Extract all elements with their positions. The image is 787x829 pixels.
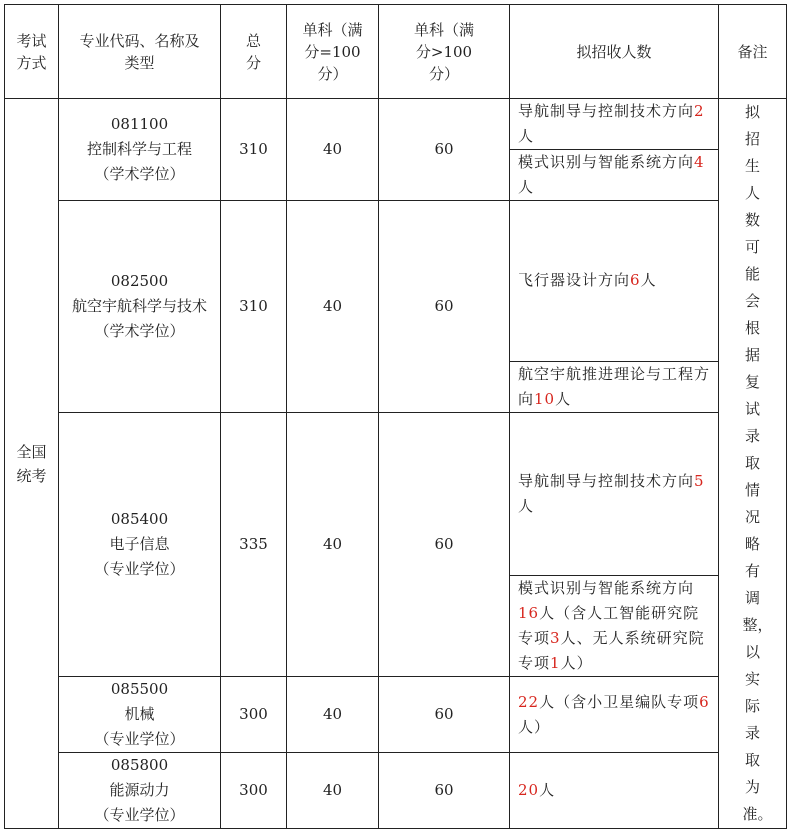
major-code: 082500 [110,271,169,290]
single-100-score-cell: 40 [287,201,379,413]
plan-count: 6 [630,271,641,290]
plan-count: 2 [694,102,705,120]
table-row [5,677,787,753]
major-type: （专业学位） [94,730,185,748]
plan-text: 人） [518,717,551,736]
table-row [5,753,787,829]
major-code: 085500 [110,680,169,698]
plan-text: 人 [640,271,657,290]
major-type: （学术学位） [94,321,185,340]
single-100-score-cell: 40 [287,99,379,201]
plan-text: 人 [518,178,535,196]
plan-text: 模式识别与智能系统方向 [518,579,695,597]
total-score-cell: 310 [221,201,287,413]
plan-cell [510,150,719,201]
single-100-score-cell: 40 [287,677,379,753]
major-code: 085800 [110,756,169,774]
major-cell [59,99,221,201]
plan-count: 1 [550,654,561,672]
plan-count: 5 [694,471,705,490]
header-single-gt100: 单科（满分>100分） [379,5,510,99]
major-code: 085400 [110,509,169,528]
plan-cell [510,677,719,753]
table-row [5,99,787,150]
plan-text: 导航制导与控制技术方向 [518,102,695,120]
plan-text: 人 [555,389,572,408]
plan-text: 人（含人工智能研究院专项 [518,604,700,647]
single-100-score-cell: 40 [287,753,379,829]
plan-cell [510,753,719,829]
single-gt100-score-cell: 60 [379,99,510,201]
plan-count: 4 [694,153,705,171]
major-type: （学术学位） [94,165,185,183]
major-type: （专业学位） [94,559,185,578]
admission-table [4,4,787,829]
major-name: 机械 [124,705,155,723]
single-gt100-score-cell: 60 [379,753,510,829]
header-plan: 拟招收人数 [510,5,719,99]
header-remarks: 备注 [719,5,787,99]
plan-count: 6 [699,692,710,711]
plan-text: 人） [560,654,593,672]
total-score-cell: 335 [221,412,287,677]
major-cell [59,677,221,753]
total-score-cell: 300 [221,677,287,753]
plan-count: 16 [518,604,540,622]
major-code: 081100 [110,115,169,133]
major-name: 控制科学与工程 [86,140,192,158]
plan-text: 人（含小卫星编队专项 [539,692,700,711]
header-single-100: 单科（满分=100分） [287,5,379,99]
plan-cell [510,201,719,362]
exam-method-cell: 全国统考 [5,99,59,829]
major-cell [59,201,221,413]
total-score-cell: 310 [221,99,287,201]
plan-text: 模式识别与智能系统方向 [518,153,695,171]
plan-count: 3 [550,629,561,647]
table-body [5,99,787,829]
plan-count: 20 [518,781,540,799]
plan-cell [510,412,719,576]
major-cell [59,412,221,677]
header-row [5,5,787,99]
major-name: 航空宇航科学与技术 [71,296,207,315]
header-total: 总分 [221,5,287,99]
major-type: （专业学位） [94,806,185,824]
total-score-cell: 300 [221,753,287,829]
plan-text: 导航制导与控制技术方向 [518,471,695,490]
plan-count: 22 [518,692,540,711]
table-row [5,412,787,576]
major-cell [59,753,221,829]
plan-text: 人 [539,781,556,799]
plan-count: 10 [534,389,556,408]
plan-cell [510,361,719,412]
plan-text: 人、无人系统研究院专项 [518,629,705,672]
plan-text: 人 [518,496,535,515]
remarks-cell: 拟招生人数可能会根据复试录取情况略有调整，以实际录取为准。 [719,99,787,829]
plan-cell [510,576,719,677]
single-gt100-score-cell: 60 [379,201,510,413]
table-row [5,201,787,362]
single-100-score-cell: 40 [287,412,379,677]
single-gt100-score-cell: 60 [379,412,510,677]
single-gt100-score-cell: 60 [379,677,510,753]
plan-text: 人 [518,127,535,145]
header-major: 专业代码、名称及类型 [59,5,221,99]
plan-text: 航空宇航推进理论与工程方向 [518,364,711,408]
header-exam-method: 考试方式 [5,5,59,99]
major-name: 能源动力 [109,781,170,799]
major-name: 电子信息 [109,534,170,553]
plan-text: 飞行器设计方向 [518,271,631,290]
plan-cell [510,99,719,150]
